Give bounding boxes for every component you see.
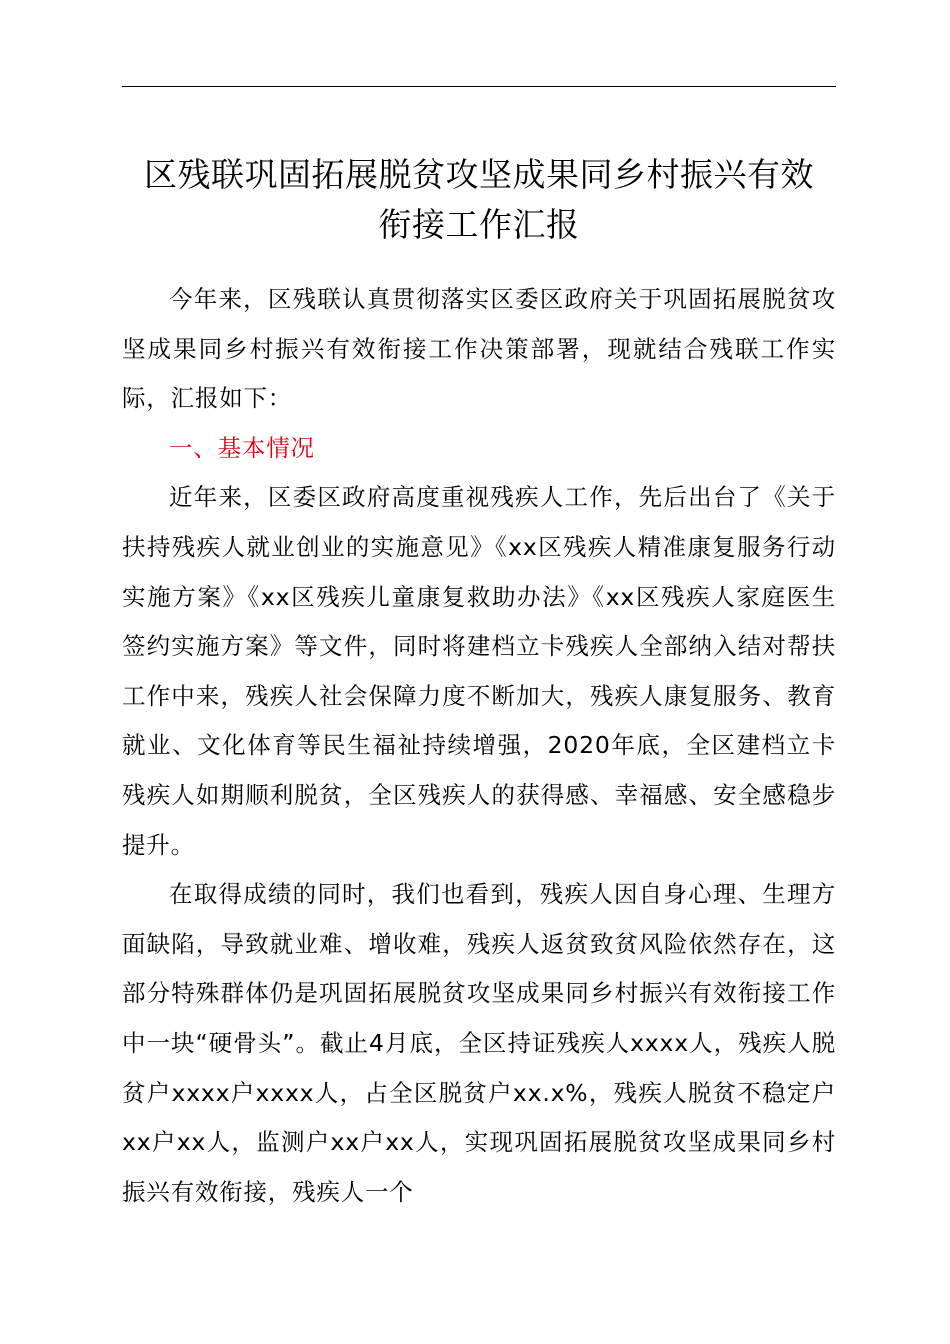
challenges-paragraph: 在取得成绩的同时，我们也看到，残疾人因自身心理、生理方面缺陷，导致就业难、增收难，残疾人返贫致贫风险依然存在，这部分特殊群体仍是巩固拓展脱贫攻坚成果同乡村振兴有效衔接工作中一块“硬骨头”。截止4月底，全区持证残疾人xxxx人，残疾人脱贫户xxxx户xxxx人，占全区脱贫户xx.x%，残疾人脱贫不稳定户xx户xx人，监测户xx户xx人，实现巩固拓展脱贫攻坚成果同乡村振兴有效衔接，残疾人一个 — [122, 880, 836, 1206]
basic-situation-paragraph: 近年来，区委区政府高度重视残疾人工作，先后出台了《关于扶持残疾人就业创业的实施意见》《xx区残疾人精准康复服务行动实施方案》《xx区残疾儿童康复救助办法》《xx区残疾人家庭医生签约实施方案》等文件，同时将建档立卡残疾人全部纳入结对帮扶工作中来，残疾人社会保障力度不断加大，残疾人康复服务、教育就业、文化体育等民生福祉持续增强，2020年底，全区建档立卡残疾人如期顺利脱贫，全区残疾人的获得感、幸福感、安全感稳步提升。 — [122, 483, 836, 859]
title-line-2: 衔接工作汇报 — [378, 205, 580, 244]
header-rule — [122, 86, 836, 87]
intro-paragraph: 今年来，区残联认真贯彻落实区委区政府关于巩固拓展脱贫攻坚成果同乡村振兴有效衔接工作决策部署，现就结合残联工作实际，汇报如下： — [122, 285, 836, 413]
section-heading-basic-situation: 一、基本情况 — [169, 433, 315, 462]
title-line-1: 区残联巩固拓展脱贫攻坚成果同乡村振兴有效 — [144, 155, 814, 194]
document-title — [122, 150, 836, 250]
document-body — [122, 275, 836, 1217]
